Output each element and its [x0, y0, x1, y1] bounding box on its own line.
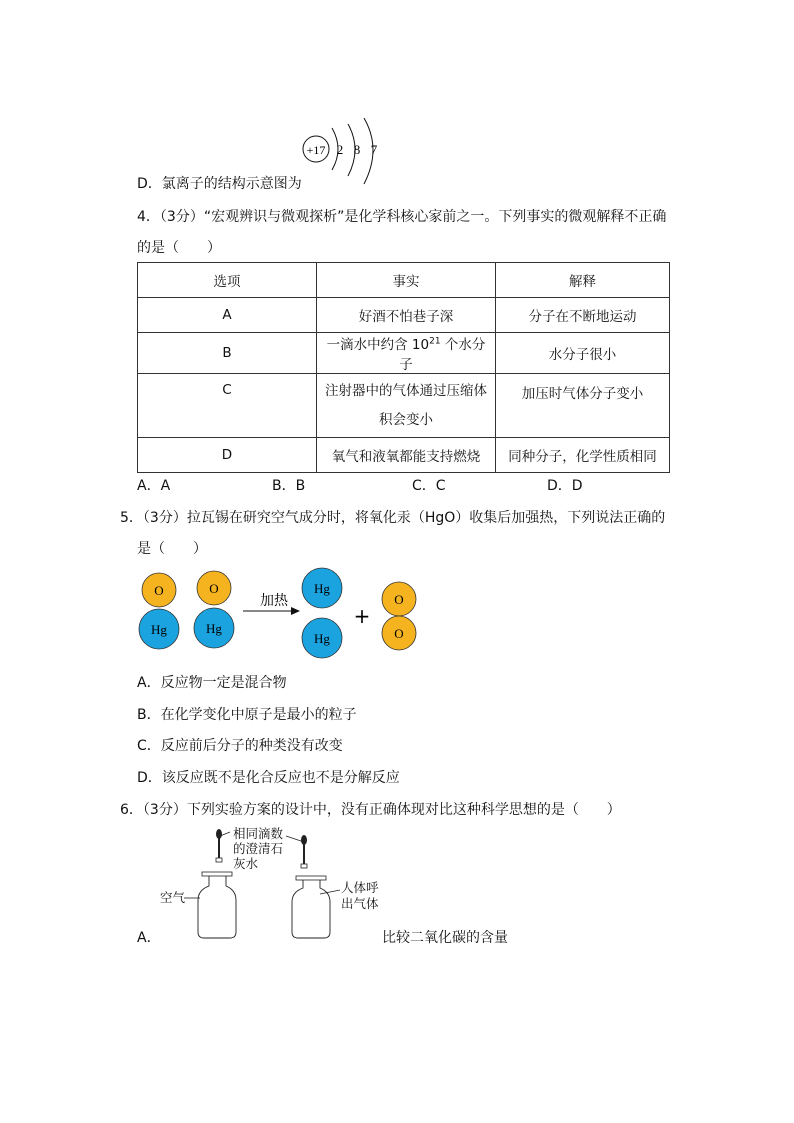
- q4-choice-c: C．C: [412, 478, 446, 494]
- q4-facts-table: [137, 262, 670, 473]
- q5-choice-d: D．该反应既不是化合反应也不是分解反应: [137, 770, 400, 786]
- fact-exponent: 21: [429, 336, 441, 347]
- dropper-tube: [218, 838, 220, 858]
- row-option: D: [138, 438, 317, 473]
- dropper-bulb: [216, 829, 222, 839]
- dropper-label-line-1: 相同滴数: [233, 826, 284, 841]
- q3-option-d: D．氯离子的结构示意图为: [137, 176, 302, 192]
- dropper-cap: [216, 858, 222, 862]
- q4-stem-line2: 的是（ ）: [137, 240, 221, 256]
- row-fact: [317, 374, 496, 438]
- oxygen-label: O: [154, 583, 164, 598]
- shell-electrons-1: 2: [336, 142, 344, 157]
- fact-line-1: 注射器中的气体通过压缩体: [325, 382, 487, 399]
- q4-choice-d: D．D: [547, 478, 583, 494]
- mercury-label: Hg: [314, 581, 330, 596]
- row-explain: 水分子很小: [496, 333, 670, 374]
- reaction-arrow-head: [291, 607, 300, 615]
- header-fact: 事实: [317, 263, 496, 298]
- mercury-label: Hg: [151, 622, 167, 637]
- shell-electrons-2: 8: [353, 142, 361, 157]
- q6-option-a: A．: [137, 930, 161, 946]
- table-row: [138, 438, 670, 473]
- dropper-cap: [301, 864, 307, 868]
- table-row: [138, 333, 670, 374]
- co2-comparison-apparatus: [150, 828, 420, 946]
- nucleus-charge: +17: [306, 143, 326, 157]
- fact-line-2: 积会变小: [379, 411, 433, 428]
- right-bottle-label-line-2: 出气体: [341, 896, 379, 911]
- header-explain: 解释: [496, 263, 670, 298]
- mercury-label: Hg: [206, 621, 222, 636]
- dropper-tube: [303, 844, 305, 864]
- row-explain: 加压时气体分子变小: [496, 374, 670, 438]
- q5-choice-a: A．反应物一定是混合物: [137, 675, 287, 691]
- q6-caption: 比较二氧化碳的含量: [382, 930, 508, 946]
- bottle-lid: [202, 872, 232, 876]
- row-fact: [317, 333, 496, 374]
- row-fact: 好酒不怕巷子深: [317, 298, 496, 333]
- q4-choice-a: A．A: [137, 478, 171, 494]
- q6-stem: 6．（3分）下列实验方案的设计中，没有正确体现对比这种科学思想的是（ ）: [120, 802, 621, 818]
- right-label-leader: [320, 890, 340, 894]
- q5-choice-b: B．在化学变化中原子是最小的粒子: [137, 707, 357, 723]
- q4-choice-b: B．B: [272, 478, 306, 494]
- chlorine-structure-diagram: [296, 118, 396, 190]
- shell-electrons-3: 7: [370, 142, 378, 157]
- q5-stem-line1: 5．（3分）拉瓦锡在研究空气成分时，将氧化汞（HgO）收集后加强热，下列说法正确的: [120, 510, 666, 526]
- q5-choice-c: C．反应前后分子的种类没有改变: [137, 738, 343, 754]
- q5-stem-line2: 是（ ）: [137, 541, 207, 557]
- header-option: 选项: [138, 263, 317, 298]
- fact-text-post: 个水分子: [399, 337, 486, 373]
- oxygen-label: O: [394, 592, 404, 607]
- plus-sign: +: [353, 604, 371, 628]
- dropper-label-line-2: 的澄清石: [233, 841, 284, 856]
- heating-label: 加热: [260, 593, 288, 609]
- table-row: [138, 374, 670, 438]
- oxygen-label: O: [394, 626, 404, 641]
- table-row: [138, 298, 670, 333]
- oxygen-label: O: [209, 581, 219, 596]
- hgo-decomposition-diagram: [135, 565, 435, 665]
- row-option: B: [138, 333, 317, 374]
- row-explain: 同种分子，化学性质相同: [496, 438, 670, 473]
- dropper-label-line-3: 灰水: [233, 856, 259, 871]
- right-gas-bottle: [292, 880, 330, 938]
- right-bottle-label-line-1: 人体呼: [341, 880, 379, 895]
- left-bottle-label: 空气: [160, 890, 186, 905]
- row-option: A: [138, 298, 317, 333]
- bottle-lid: [296, 876, 326, 880]
- q4-stem-line1: 4．（3分）“宏观辨识与微观探析”是化学科核心家前之一。下列事实的微观解释不正确: [137, 209, 667, 225]
- right-bottle-label: [341, 880, 379, 912]
- fact-text-pre: 一滴水中约含 10: [326, 337, 430, 353]
- row-explain: 分子在不断地运动: [496, 298, 670, 333]
- row-option: C: [138, 374, 317, 438]
- mercury-label: Hg: [314, 631, 330, 646]
- dropper-bulb: [301, 835, 307, 845]
- dropper-label: [233, 826, 283, 871]
- row-fact: 氧气和液氧都能支持燃烧: [317, 438, 496, 473]
- left-gas-bottle: [198, 876, 236, 938]
- table-header-row: [138, 263, 670, 298]
